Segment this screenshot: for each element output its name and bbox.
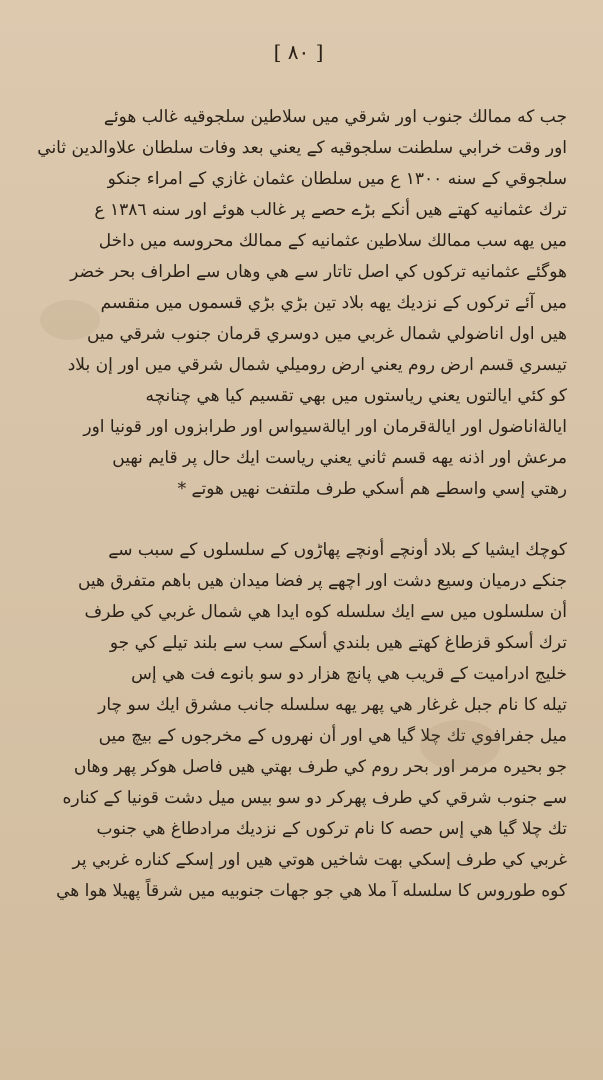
text-line: اور وقت خرابي سلطنت سلجوقيه كے يعني بعد وفات سلطان علاوالدين ثاني	[37, 138, 567, 158]
paper-stain	[40, 300, 100, 340]
text-line: غربي كي طرف إسكي بهت شاخيں هوتي هيں اور إسكے كناره غربي پر	[72, 850, 567, 870]
text-line: جب كه ممالك جنوب اور شرقي ميں سلاطين سلجوقيه غالب هوئے	[103, 107, 567, 127]
text-line: خليج ادراميت كے قريب هي پانچ هزار دو سو بانوے فت هي إس	[131, 664, 567, 684]
text-line: سے جنوب شرقي كي طرف پهركر دو سو بيس ميل دشت قونيا كے كناره	[62, 788, 567, 808]
paragraph-1	[30, 102, 567, 505]
text-line: هوگئے عثمانيه تركوں كي اصل تاتار سے هي وهاں سے اطراف بحر خضر	[70, 262, 567, 282]
text-line: كوچك ايشيا كے بلاد أونچے أونچے پهاڑوں كے سلسلوں كے سبب سے	[108, 540, 567, 560]
text-line: تك چلا گيا هي إس حصه كا نام تركوں كے نزديك مرادطاغ هي جنوب	[96, 819, 567, 839]
text-line: جنكے درميان وسيع دشت اور اچهے پر فضا ميدان هيں باهم متفرق هيں	[77, 571, 567, 591]
text-line: سلجوقي كے سنه ١٣٠٠ ع ميں سلطان عثمان غازي كے امراء جنكو	[107, 169, 567, 189]
text-line: كو كئي ايالتوں يعني رياستوں ميں بهي تقسيم كيا هي چنانچه	[145, 386, 567, 406]
text-line: تيسري قسم ارض روم يعني ارض روميلي شمال شرقي ميں اور إن بلاد	[67, 355, 567, 375]
page-number: [ ٨٠ ]	[273, 40, 324, 64]
text-line: مرعش اور اذنه يهه قسم ثاني يعني رياست ايك حال پر قايم نهيں	[112, 448, 567, 468]
text-line: هيں اول اناضولي شمال غربي ميں دوسري قرمان جنوب شرقي ميں	[86, 324, 567, 344]
text-line: ايالةاناضول اور ايالةقرمان اور ايالةسيواس اور طرابزوں اور قونيا اور	[83, 417, 567, 437]
text-line: ميں يهه سب ممالك سلاطين عثمانيه كے ممالك محروسه ميں داخل	[98, 231, 567, 251]
text-line: جو بحيره مرمر اور بحر روم كي طرف بهتي هيں فاصل هوكر پهر وهاں	[73, 757, 567, 777]
text-line: ميں آئے تركوں كے نزديك يهه بلاد تين بڑي بڑي قسموں ميں منقسم	[100, 293, 567, 313]
text-line: ميل جفرافوي تك چلا گيا هي اور أن نهروں كے مخرجوں كے بيچ ميں	[98, 726, 567, 746]
text-line: ترك عثمانيه كهتے هيں أنكے بڑے حصے پر غالب هوئے اور سنه ١٣٨٦ ع	[94, 200, 567, 220]
text-line: كوه طوروس كا سلسله آ ملا هي جو جهات جنوبيه ميں شرقاً پهيلا هوا هي	[56, 881, 567, 901]
paragraph-2	[30, 535, 567, 907]
text-line: رهتي إسي واسطے هم أسكي طرف ملتفت نهيں هوتے *	[177, 479, 567, 499]
text-line: ترك أسكو قزطاغ كهتے هيں بلندي أسكے سب سے بلند تيلے كي جو	[109, 633, 567, 653]
paper-stain	[420, 720, 500, 770]
text-line: أن سلسلوں ميں سے ايك سلسله كوه ايدا هي شمال غربي كي طرف	[84, 602, 567, 622]
text-line: تيله كا نام جبل غرغار هي پهر يهه سلسله جانب مشرق ايك سو چار	[98, 695, 567, 715]
